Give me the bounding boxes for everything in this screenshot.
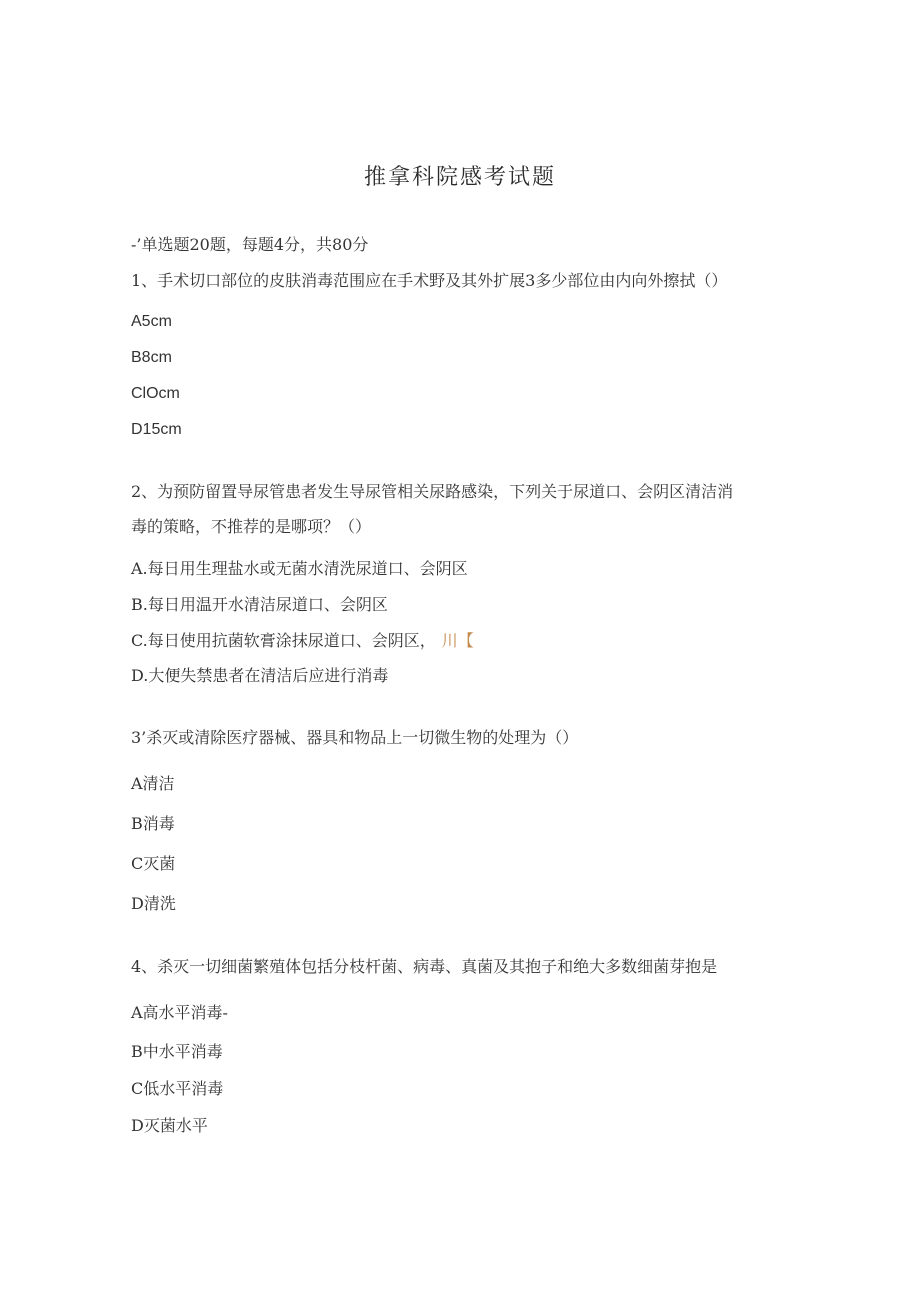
- question-2-option-d: D.大便失禁患者在清洁后应进行消毒: [131, 666, 389, 685]
- question-3-stem: 3’杀灭或清除医疗器械、器具和物品上一切微生物的处理为（）: [131, 728, 579, 747]
- question-2-stem-line-2: 毒的策略，不推荐的是哪项？（）: [131, 517, 372, 536]
- question-1-option-d: D15cm: [131, 421, 182, 438]
- question-3-option-c: C灭菌: [131, 854, 176, 873]
- question-1-stem: 1、手术切口部位的皮肤消毒范围应在手术野及其外扩展3多少部位由内向外擦拭（）: [131, 271, 728, 290]
- question-3-option-b: B消毒: [131, 814, 175, 833]
- question-3-option-d: D清洗: [131, 894, 176, 913]
- question-1-option-a: A5cm: [131, 313, 172, 330]
- question-2-option-a: A.每日用生理盐水或无菌水清洗尿道口、会阴区: [131, 559, 468, 578]
- page-title: 推拿科院感考试题: [363, 165, 556, 190]
- question-2-stem-line-1: 2、为预防留置导尿管患者发生导尿管相关尿路感染，下列关于尿道口、会阴区清洁消: [131, 482, 734, 501]
- question-4-option-d: D灭菌水平: [131, 1116, 208, 1135]
- question-4-option-a: A高水平消毒-: [131, 1003, 228, 1022]
- question-2-option-b: B.每日用温开水清洁尿道口、会阴区: [131, 595, 388, 614]
- question-2-option-c-mark: 川【: [441, 631, 474, 650]
- question-1-option-b: B8cm: [131, 349, 172, 366]
- question-4-option-b: B中水平消毒: [131, 1042, 223, 1061]
- section-header: -’单选题20题，每题4分，共80分: [131, 235, 369, 254]
- question-2-option-c-text: C.每日使用抗菌软膏涂抹尿道口、会阴区，: [131, 631, 436, 650]
- question-3-option-a: A清洁: [131, 774, 175, 793]
- question-4-stem: 4、杀灭一切细菌繁殖体包括分枝杆菌、病毒、真菌及其抱子和绝大多数细菌芽抱是: [131, 957, 718, 976]
- question-1-option-c: ClOcm: [131, 385, 180, 402]
- question-2-option-c: [131, 628, 474, 651]
- question-4-option-c: C低水平消毒: [131, 1079, 224, 1098]
